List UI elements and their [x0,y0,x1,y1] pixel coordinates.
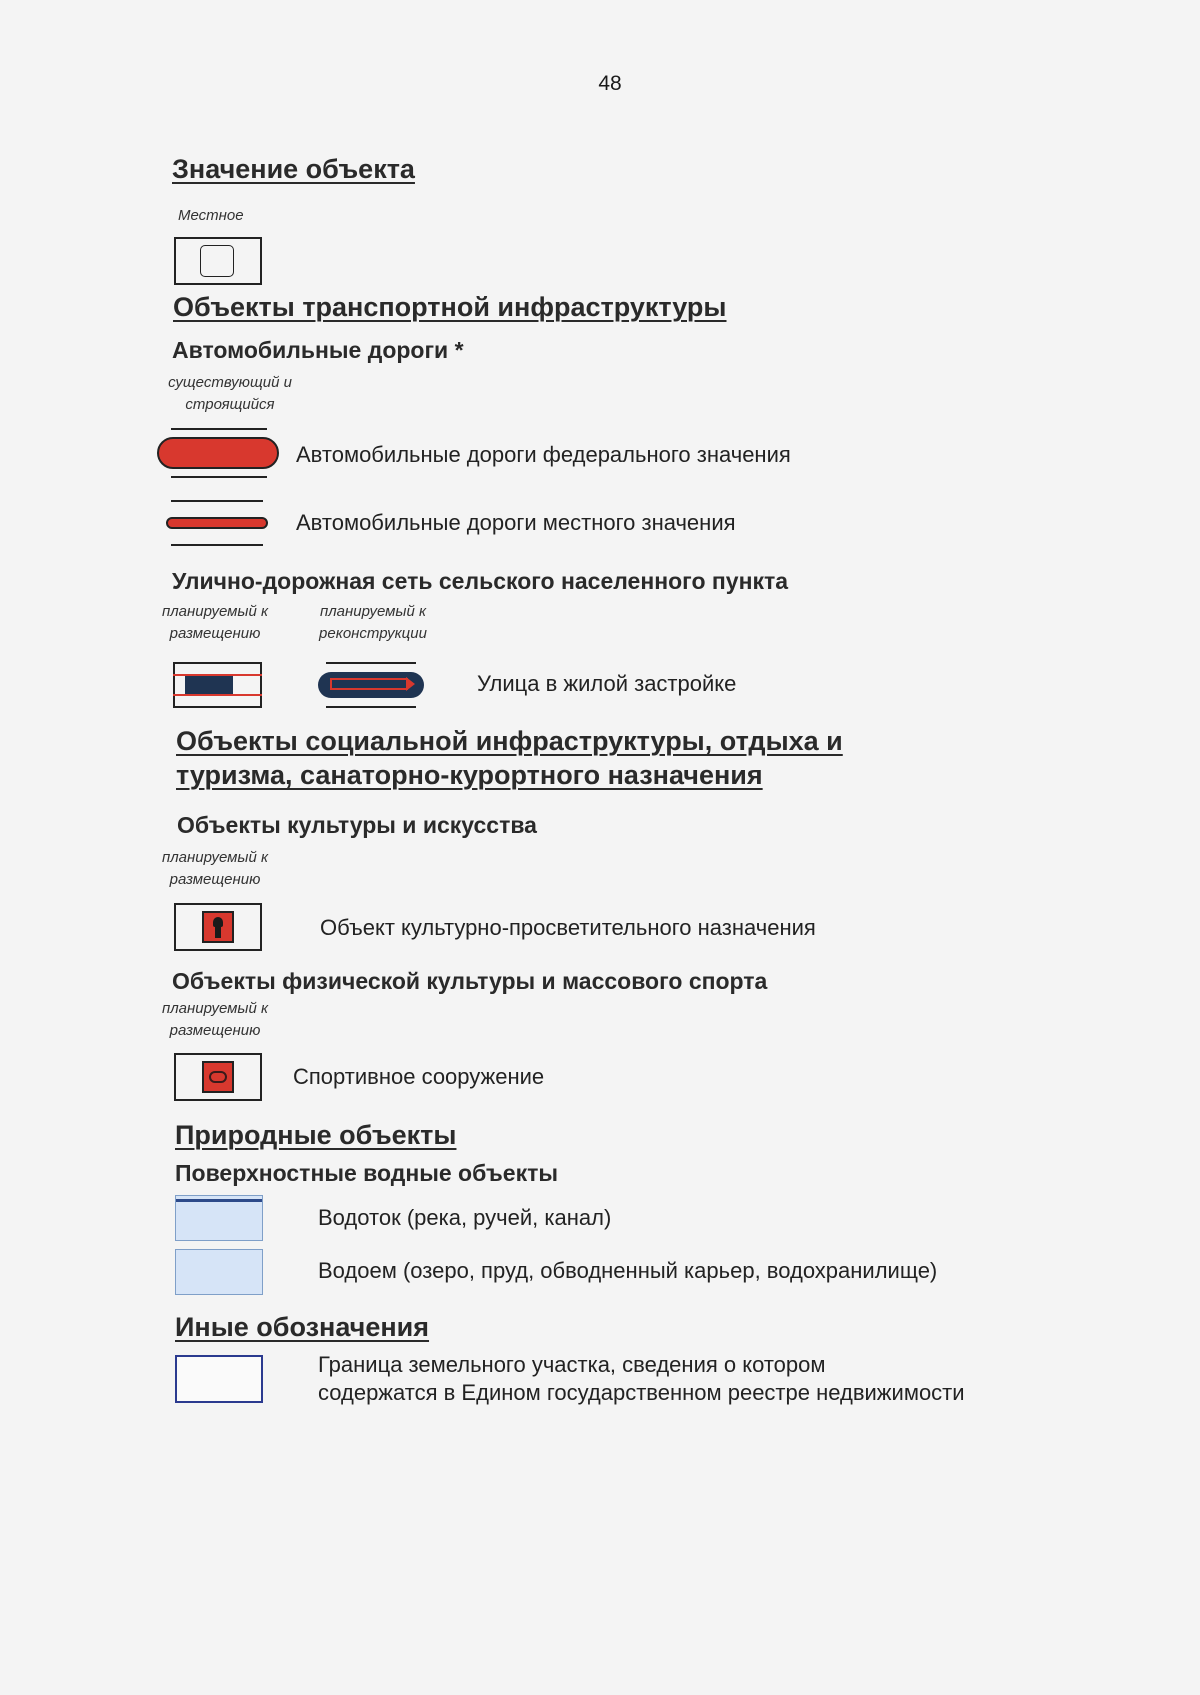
sport-caption-line2: размещению [169,1022,261,1039]
streets-caption-reconstruction-line1: планируемый к [319,603,427,620]
section-title-other: Иные обозначения [175,1312,430,1342]
local-significance-symbol [174,237,262,285]
legend-label-local-road: Автомобильные дороги местного значения [296,510,736,535]
legend-label-culture: Объект культурно-просветительного назначения [320,915,816,940]
streets-caption-planned-line2: размещению [169,625,261,642]
federal-road-fill [157,437,279,469]
culture-caption-line1: планируемый к [161,849,269,866]
land-parcel-label-line1: Граница земельного участка, сведения о котором [318,1352,826,1377]
culture-object-icon [202,911,234,943]
legend-label-federal-road: Автомобильные дороги федерального значения [296,442,791,467]
legend-label-street: Улица в жилой застройке [477,671,737,696]
street-planned-red-line-top [173,674,262,676]
streets-caption-planned-line1: планируемый к [161,603,269,620]
section-title-transport: Объекты транспортной инфраструктуры [173,292,727,322]
section-title-social-line2: туризма, санаторно-курортного назначения [176,760,763,790]
street-reconstruction-symbol [318,662,424,708]
culture-heading: Объекты культуры и искусства [177,812,537,838]
section-title-social [176,724,843,792]
watercourse-symbol [175,1195,263,1241]
section-title-social-line1: Объекты социальной инфраструктуры, отдыха и [176,726,843,756]
arrow-right-icon [406,677,415,691]
page-number: 48 [598,72,622,95]
culture-icon-stem [215,926,221,938]
section-title-nature: Природные объекты [175,1120,457,1150]
watercourse-line [176,1199,262,1202]
local-square-icon [200,245,234,277]
streets-caption-reconstruction [303,601,443,645]
streets-heading: Улично-дорожная сеть сельского населенного пункта [172,568,789,594]
sport-caption [150,998,280,1042]
local-road-fill [166,517,268,529]
street-planned-fill [185,676,233,694]
roads-caption-line1: существующий и [168,374,292,391]
section-title-significance: Значение объекта [172,154,415,184]
land-parcel-boundary-symbol [175,1355,263,1403]
culture-caption-line2: размещению [169,871,261,888]
street-planned-symbol [173,662,262,708]
roads-heading: Автомобильные дороги * [172,337,464,363]
streets-caption-planned [150,601,280,645]
street-reconstruction-red-frame [330,678,408,690]
water-heading: Поверхностные водные объекты [175,1160,558,1186]
local-road-symbol [166,500,268,546]
land-parcel-label-line2: содержатся в Едином государственном реестре недвижимости [318,1380,965,1405]
streets-caption-reconstruction-line2: реконструкции [319,625,427,642]
sport-heading: Объекты физической культуры и массового спорта [172,968,768,994]
caption-local: Местное [178,207,244,224]
roads-caption-line2: строящийся [185,396,275,413]
legend-label-water-body: Водоем (озеро, пруд, обводненный карьер, водохранилище) [318,1258,938,1283]
street-planned-red-line-bottom [173,694,262,696]
sport-caption-line1: планируемый к [161,1000,269,1017]
legend-label-watercourse: Водоток (река, ручей, канал) [318,1205,612,1230]
legend-label-land-parcel [318,1351,965,1407]
sport-facility-icon [202,1061,234,1093]
culture-caption [150,847,280,891]
federal-road-symbol [157,428,279,478]
sport-icon-track [209,1071,227,1083]
sport-facility-symbol [174,1053,262,1101]
culture-object-symbol [174,903,262,951]
legend-label-sport: Спортивное сооружение [293,1064,545,1089]
roads-caption [156,372,304,416]
water-body-symbol [175,1249,263,1295]
